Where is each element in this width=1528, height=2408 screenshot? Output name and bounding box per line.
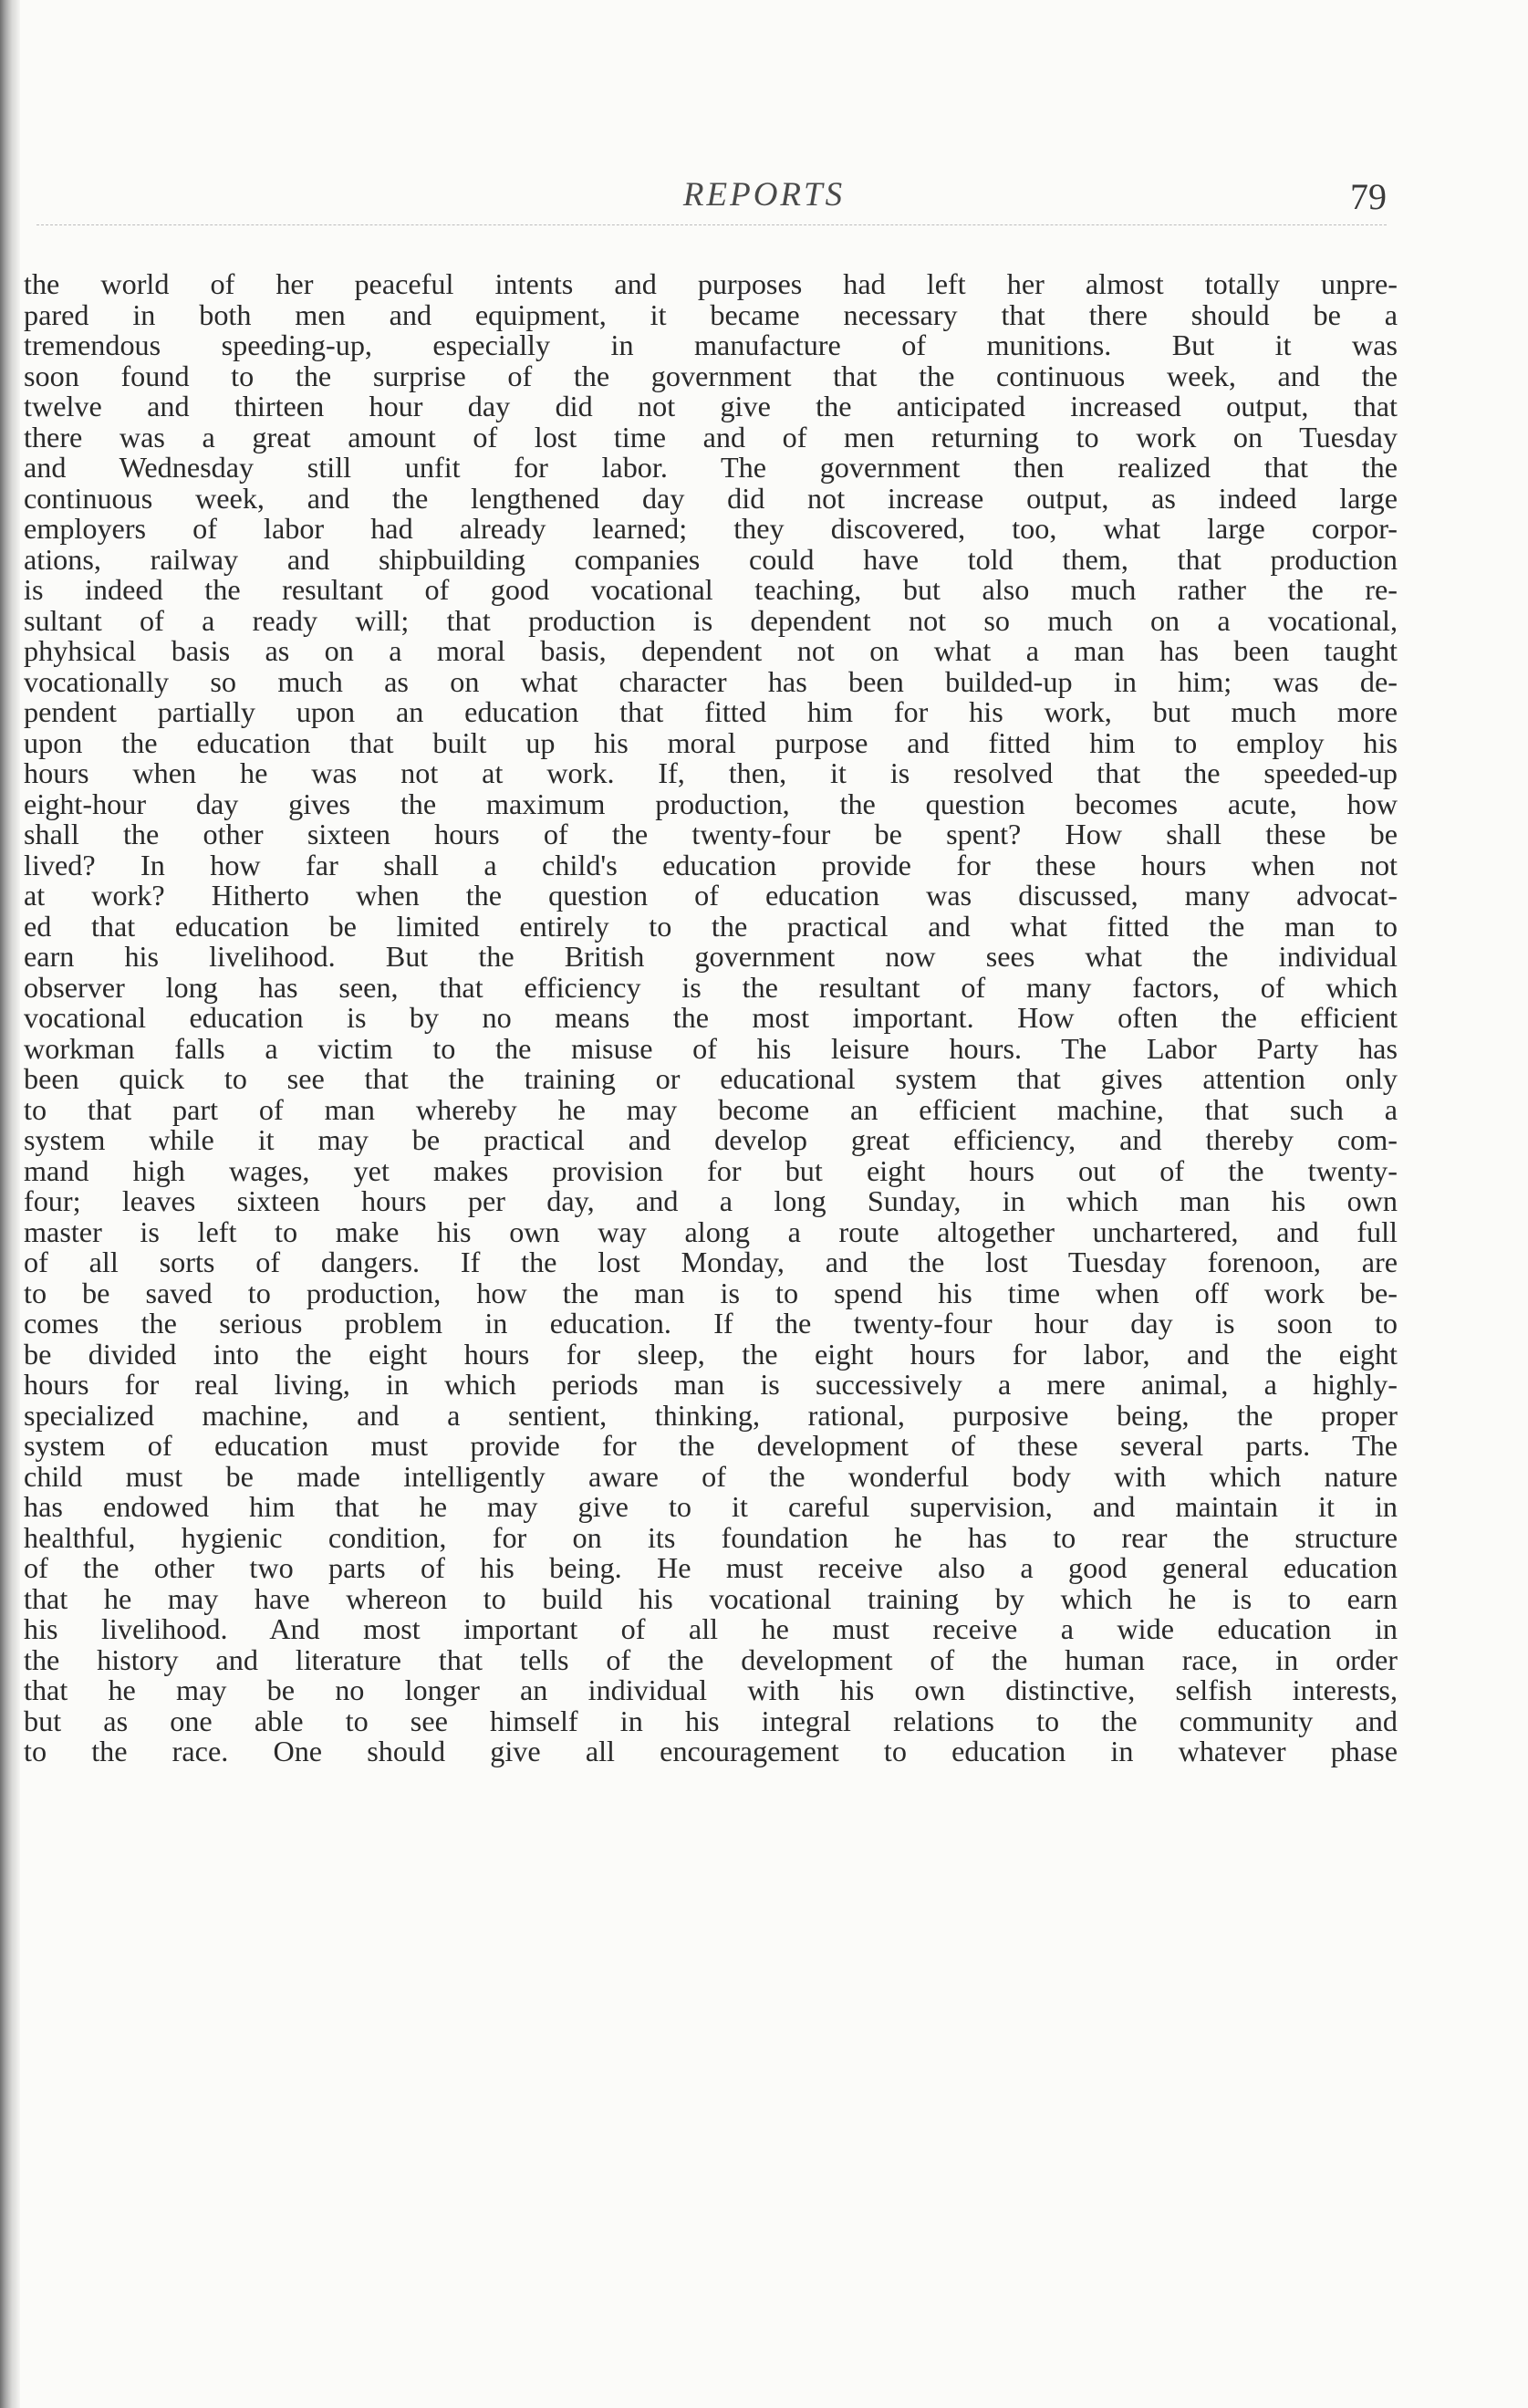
text-line: of all sorts of dangers. If the lost Monday, and the lost Tuesday forenoon, are — [24, 1246, 1398, 1278]
text-line: ations, railway and shipbuilding companies could have told them, that production — [24, 542, 1398, 576]
text-line: system while it may be practical and develop great efficiency, and thereby com- — [24, 1123, 1398, 1156]
text-line: soon found to the surprise of the government that the continuous week, and the — [24, 359, 1398, 392]
text-line: to that part of man whereby he may become an efficient machine, that such a — [24, 1092, 1398, 1126]
text-line: four; leaves sixteen hours per day, and a long Sunday, in which man his own — [24, 1184, 1398, 1217]
running-head: REPORTS — [682, 176, 846, 214]
text-line: of the other two parts of his being. He must receive also a good general education — [24, 1551, 1398, 1584]
text-line: eight-hour day gives the maximum production, the question becomes acute, how — [24, 787, 1398, 820]
text-line: the history and literature that tells of the development of the human race, in order — [24, 1642, 1398, 1676]
text-line: vocationally so much as on what character has been builded-up in him; was de- — [24, 664, 1398, 698]
text-line: workman falls a victim to the misuse of his leisure hours. The Labor Party has — [24, 1031, 1398, 1065]
text-line: child must be made intelligently aware of the wonderful body with which nature — [24, 1459, 1398, 1493]
text-line: to be saved to production, how the man is to spend his time when off work be- — [24, 1276, 1398, 1309]
text-line: that he may be no longer an individual with his own distinctive, selfish interests, — [24, 1673, 1398, 1706]
page-header — [0, 175, 1528, 230]
text-line: sultant of a ready will; that production is dependent not so much on a vocational, — [24, 603, 1398, 637]
text-line: is indeed the resultant of good vocational teaching, but also much rather the re- — [24, 573, 1398, 606]
text-line: observer long has seen, that efficiency is the resultant of many factors, of which — [24, 970, 1398, 1004]
header-rule — [36, 224, 1387, 225]
text-line: been quick to see that the training or educational system that gives attention only — [24, 1062, 1398, 1095]
text-line: healthful, hygienic condition, for on its foundation he has to rear the structure — [24, 1520, 1398, 1554]
text-line: mand high wages, yet makes provision for but eight hours out of the twenty- — [24, 1153, 1398, 1187]
text-line: ed that education be limited entirely to the practical and what fitted the man to — [24, 909, 1398, 943]
text-line: earn his livelihood. But the British government now sees what the individual — [24, 940, 1398, 973]
page-binding-edge — [0, 0, 20, 2408]
text-line: shall the other sixteen hours of the twenty-four be spent? How shall these be — [24, 818, 1398, 850]
text-line: his livelihood. And most important of all he must receive a wide education in — [24, 1612, 1398, 1645]
text-line: to the race. One should give all encouragement to education in whatever phase — [24, 1735, 1398, 1767]
text-line: system of education must provide for the development of these several parts. The — [24, 1429, 1398, 1462]
text-line: specialized machine, and a sentient, thinking, rational, purposive being, the proper — [24, 1398, 1398, 1432]
text-line: has endowed him that he may give to it careful supervision, and maintain it in — [24, 1490, 1398, 1523]
text-line: lived? In how far shall a child's education provide for these hours when not — [24, 848, 1398, 881]
text-line: twelve and thirteen hour day did not give the anticipated increased output, that — [24, 390, 1398, 422]
page-number: 79 — [1350, 176, 1387, 217]
text-line: there was a great amount of lost time and of men returning to work on Tuesday — [24, 420, 1398, 453]
text-line: pendent partially upon an education that fitted him for his work, but much more — [24, 695, 1398, 728]
text-line: and Wednesday still unfit for labor. The government then realized that the — [24, 451, 1398, 484]
text-line: comes the serious problem in education. If the twenty-four hour day is soon to — [24, 1307, 1398, 1340]
text-line: continuous week, and the lengthened day did not increase output, as indeed large — [24, 481, 1398, 515]
text-line: hours when he was not at work. If, then, it is resolved that the speeded-up — [24, 756, 1398, 789]
text-line: but as one able to see himself in his integral relations to the community and — [24, 1704, 1398, 1737]
text-line: upon the education that built up his moral purpose and fitted him to employ his — [24, 725, 1398, 759]
text-line: hours for real living, in which periods man is successively a mere animal, a highly- — [24, 1368, 1398, 1401]
text-line: tremendous speeding-up, especially in manufacture of munitions. But it was — [24, 328, 1398, 361]
text-line: master is left to make his own way along a route altogether unchartered, and full — [24, 1214, 1398, 1248]
text-line: be divided into the eight hours for sleep, the eight hours for labor, and the eight — [24, 1337, 1398, 1371]
text-line: that he may have whereon to build his vocational training by which he is to earn — [24, 1581, 1398, 1615]
body-text — [24, 269, 1398, 1767]
text-line: phyhsical basis as on a moral basis, dependent not on what a man has been taught — [24, 634, 1398, 667]
text-line: employers of labor had already learned; they discovered, too, what large corpor- — [24, 512, 1398, 545]
text-line: vocational education is by no means the most important. How often the efficient — [24, 1001, 1398, 1034]
text-line: the world of her peaceful intents and purposes had left her almost totally unpre- — [24, 267, 1398, 300]
text-line: pared in both men and equipment, it became necessary that there should be a — [24, 297, 1398, 331]
text-line: at work? Hitherto when the question of education was discussed, many advocat- — [24, 879, 1398, 912]
